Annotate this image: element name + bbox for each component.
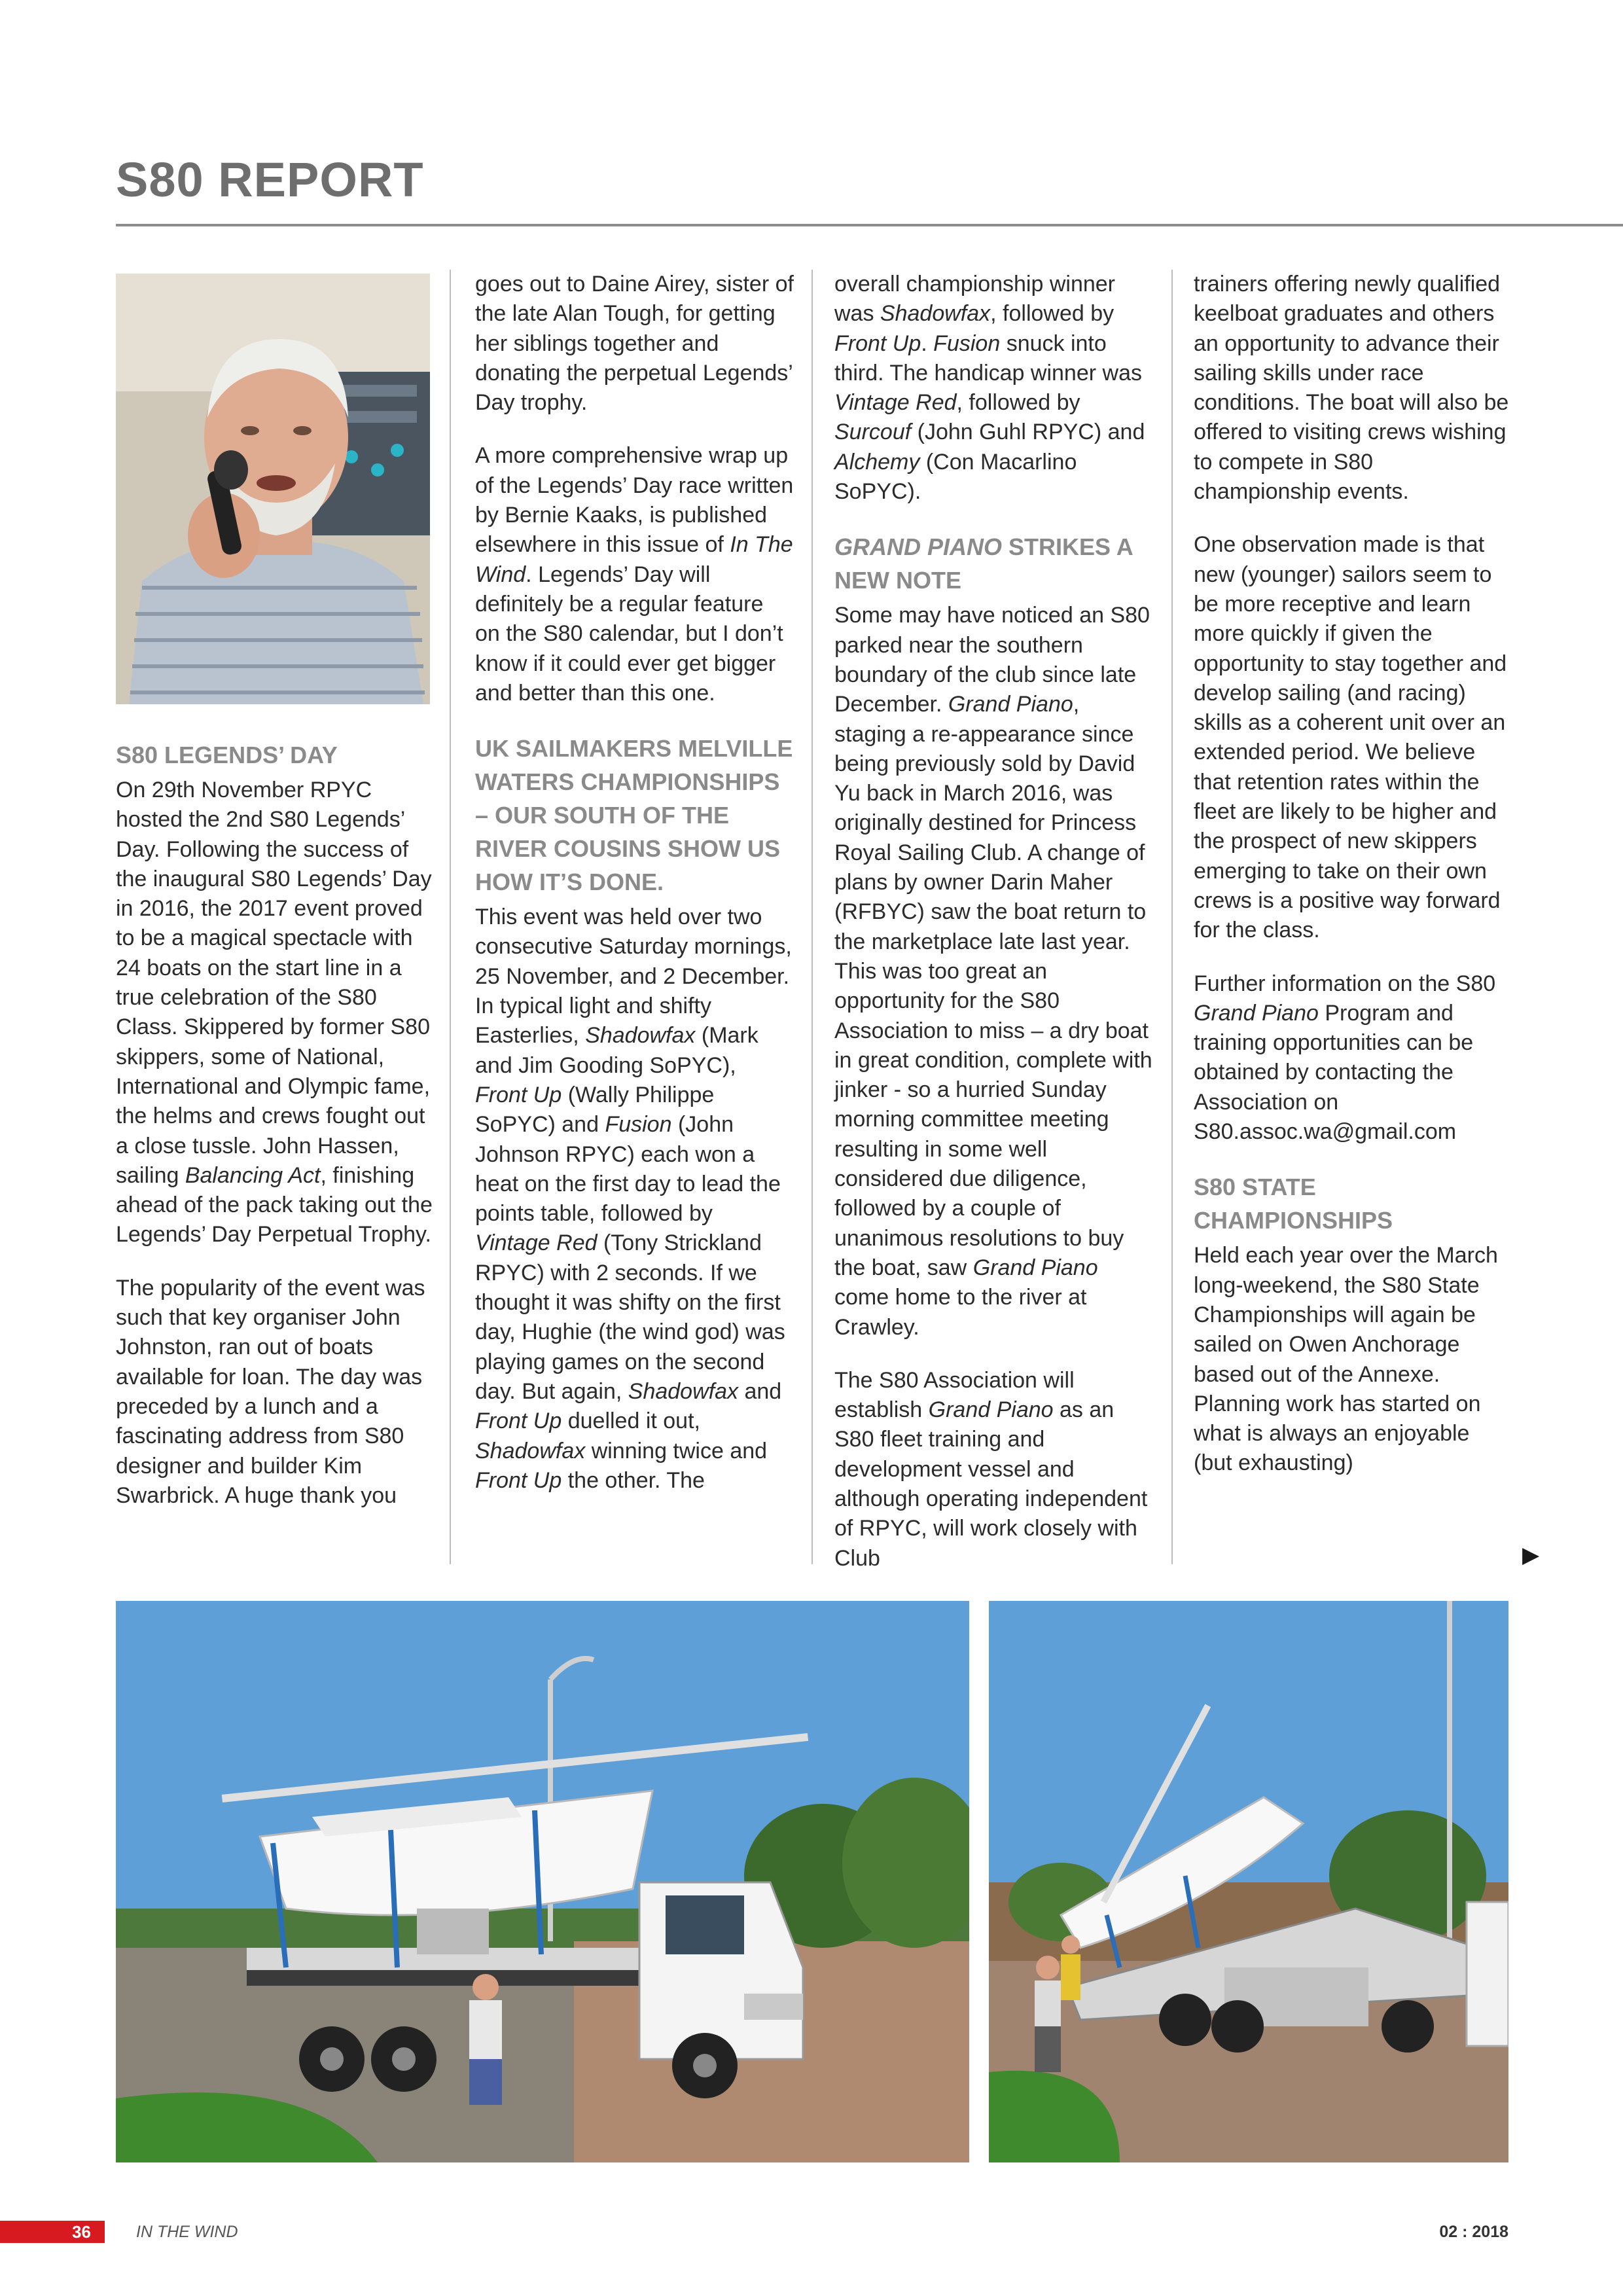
- column-divider: [812, 270, 813, 1564]
- truck-yacht-photo-left: [116, 1601, 969, 2162]
- issue-date: 02 : 2018: [1439, 2223, 1508, 2241]
- section-heading-grand-piano: GRAND PIANO STRIKES A NEW NOTE: [834, 533, 1133, 594]
- paragraph: Further information on the S80 Grand Piano Program and training opportunities can be obtained by contacting the Association on S80.assoc.wa@gmail.com: [1194, 971, 1496, 1145]
- paragraph: goes out to Daine Airey, sister of the late Alan Tough, for getting her siblings together and donating the perpetual Legends’ Day trophy.: [475, 272, 794, 416]
- paragraph: Held each year over the March long-weekend, the S80 State Championships will again be sailed on Owen Anchorage based out of the Annexe. Planning work has started on what is always an enjoyable (but exhausting): [1194, 1243, 1498, 1476]
- page-number: 36: [72, 2222, 91, 2242]
- column-divider: [450, 270, 451, 1564]
- publication-name: IN THE WIND: [136, 2223, 238, 2241]
- column-4: [1194, 270, 1512, 1502]
- section-heading-melville-waters: UK SAILMAKERS MELVILLE WATERS CHAMPIONSHIPS – OUR SOUTH OF THE RIVER COUSINS SHOW US HOW IT’S DONE.: [475, 735, 793, 896]
- truck-yacht-photo-right: [989, 1601, 1508, 2162]
- paragraph: On 29th November RPYC hosted the 2nd S80 Legends’ Day. Following the success of the inaugural S80 Legends’ Day in 2016, the 2017 event proved to be a magical spectacle with 24 boats on the start line in a true celebration of the S80 Class. Skippered by former S80 skippers, some of National, International and Olympic fame, the helms and crews fought out a close tussle. John Hassen, sailing Balancing Act, finishing ahead of the pack taking out the Legends’ Day Perpetual Trophy.: [116, 778, 433, 1247]
- section-heading-state-championships: S80 STATE CHAMPIONSHIPS: [1194, 1174, 1393, 1234]
- paragraph: A more comprehensive wrap up of the Legends’ Day race written by Bernie Kaaks, is published elsewhere in this issue of In The Wind. Legends’ Day will definitely be a regular feature on the S80 calendar, but I don’t know if it could ever get bigger and better than this one.: [475, 443, 794, 706]
- paragraph: One observation made is that new (younger) sailors seem to be more receptive and learn more quickly if given the opportunity to stay together and develop sailing (and racing) skills as a coherent unit over an extended period. We believe that retention rates within the fleet are likely to be higher and the prospect of new skippers emerging to take on their own crews is a positive way forward for the class.: [1194, 532, 1507, 943]
- paragraph: The popularity of the event was such that key organiser John Johnston, ran out of boats available for loan. The day was preceded by a lunch and a fascinating address from S80 designer and builder Kim Swarbrick. A huge thank you: [116, 1275, 425, 1508]
- speaker-portrait-photo: [116, 274, 430, 704]
- paragraph: trainers offering newly qualified keelboat graduates and others an opportunity to advance their sailing skills under race conditions. The boat will also be offered to visiting crews wishing to compete in S80 championship events.: [1194, 272, 1509, 505]
- paragraph: Some may have noticed an S80 parked near the southern boundary of the club since late December. Grand Piano, staging a re-appearance since being previously sold by David Yu back in March 2016, was originally destined for Princess Royal Sailing Club. A change of plans by owner Darin Maher (RFBYC) saw the boat return to the marketplace late last year. This was too great an opportunity for the S80 Association to miss – a dry boat in great condition, complete with jinker - so a hurried Sunday morning committee meeting resulting in some well considered due diligence, followed by a couple of unanimous resolutions to buy the boat, saw Grand Piano come home to the river at Crawley.: [834, 603, 1152, 1340]
- title-rule: [116, 224, 1623, 226]
- paragraph: overall championship winner was Shadowfax, followed by Front Up. Fusion snuck into third. The handicap winner was Vintage Red, followed by Surcouf (John Guhl RPYC) and Alchemy (Con Macarlino SoPYC).: [834, 272, 1145, 505]
- paragraph: This event was held over two consecutive Saturday mornings, 25 November, and 2 December. In typical light and shifty Easterlies, Shadowfax (Mark and Jim Gooding SoPYC), Front Up (Wally Philippe SoPYC) and Fusion (John Johnson RPYC) each won a heat on the first day to lead the points table, followed by Vintage Red (Tony Strickland RPYC) with 2 seconds. If we thought it was shifty on the first day, Hughie (the wind god) was playing games on the second day. But again, Shadowfax and Front Up duelled it out, Shadowfax winning twice and Front Up the other. The: [475, 905, 792, 1493]
- column-divider: [1171, 270, 1173, 1564]
- column-1: [116, 738, 435, 1534]
- column-2: [475, 270, 794, 1519]
- section-heading-legends-day: S80 LEGENDS’ DAY: [116, 742, 338, 768]
- column-3: [834, 270, 1153, 1597]
- page-title: S80 REPORT: [116, 152, 424, 207]
- paragraph: The S80 Association will establish Grand Piano as an S80 fleet training and development vessel and although operating independent of RPYC, will work closely with Club: [834, 1367, 1148, 1571]
- continue-arrow-icon: ▶: [1522, 1543, 1540, 1568]
